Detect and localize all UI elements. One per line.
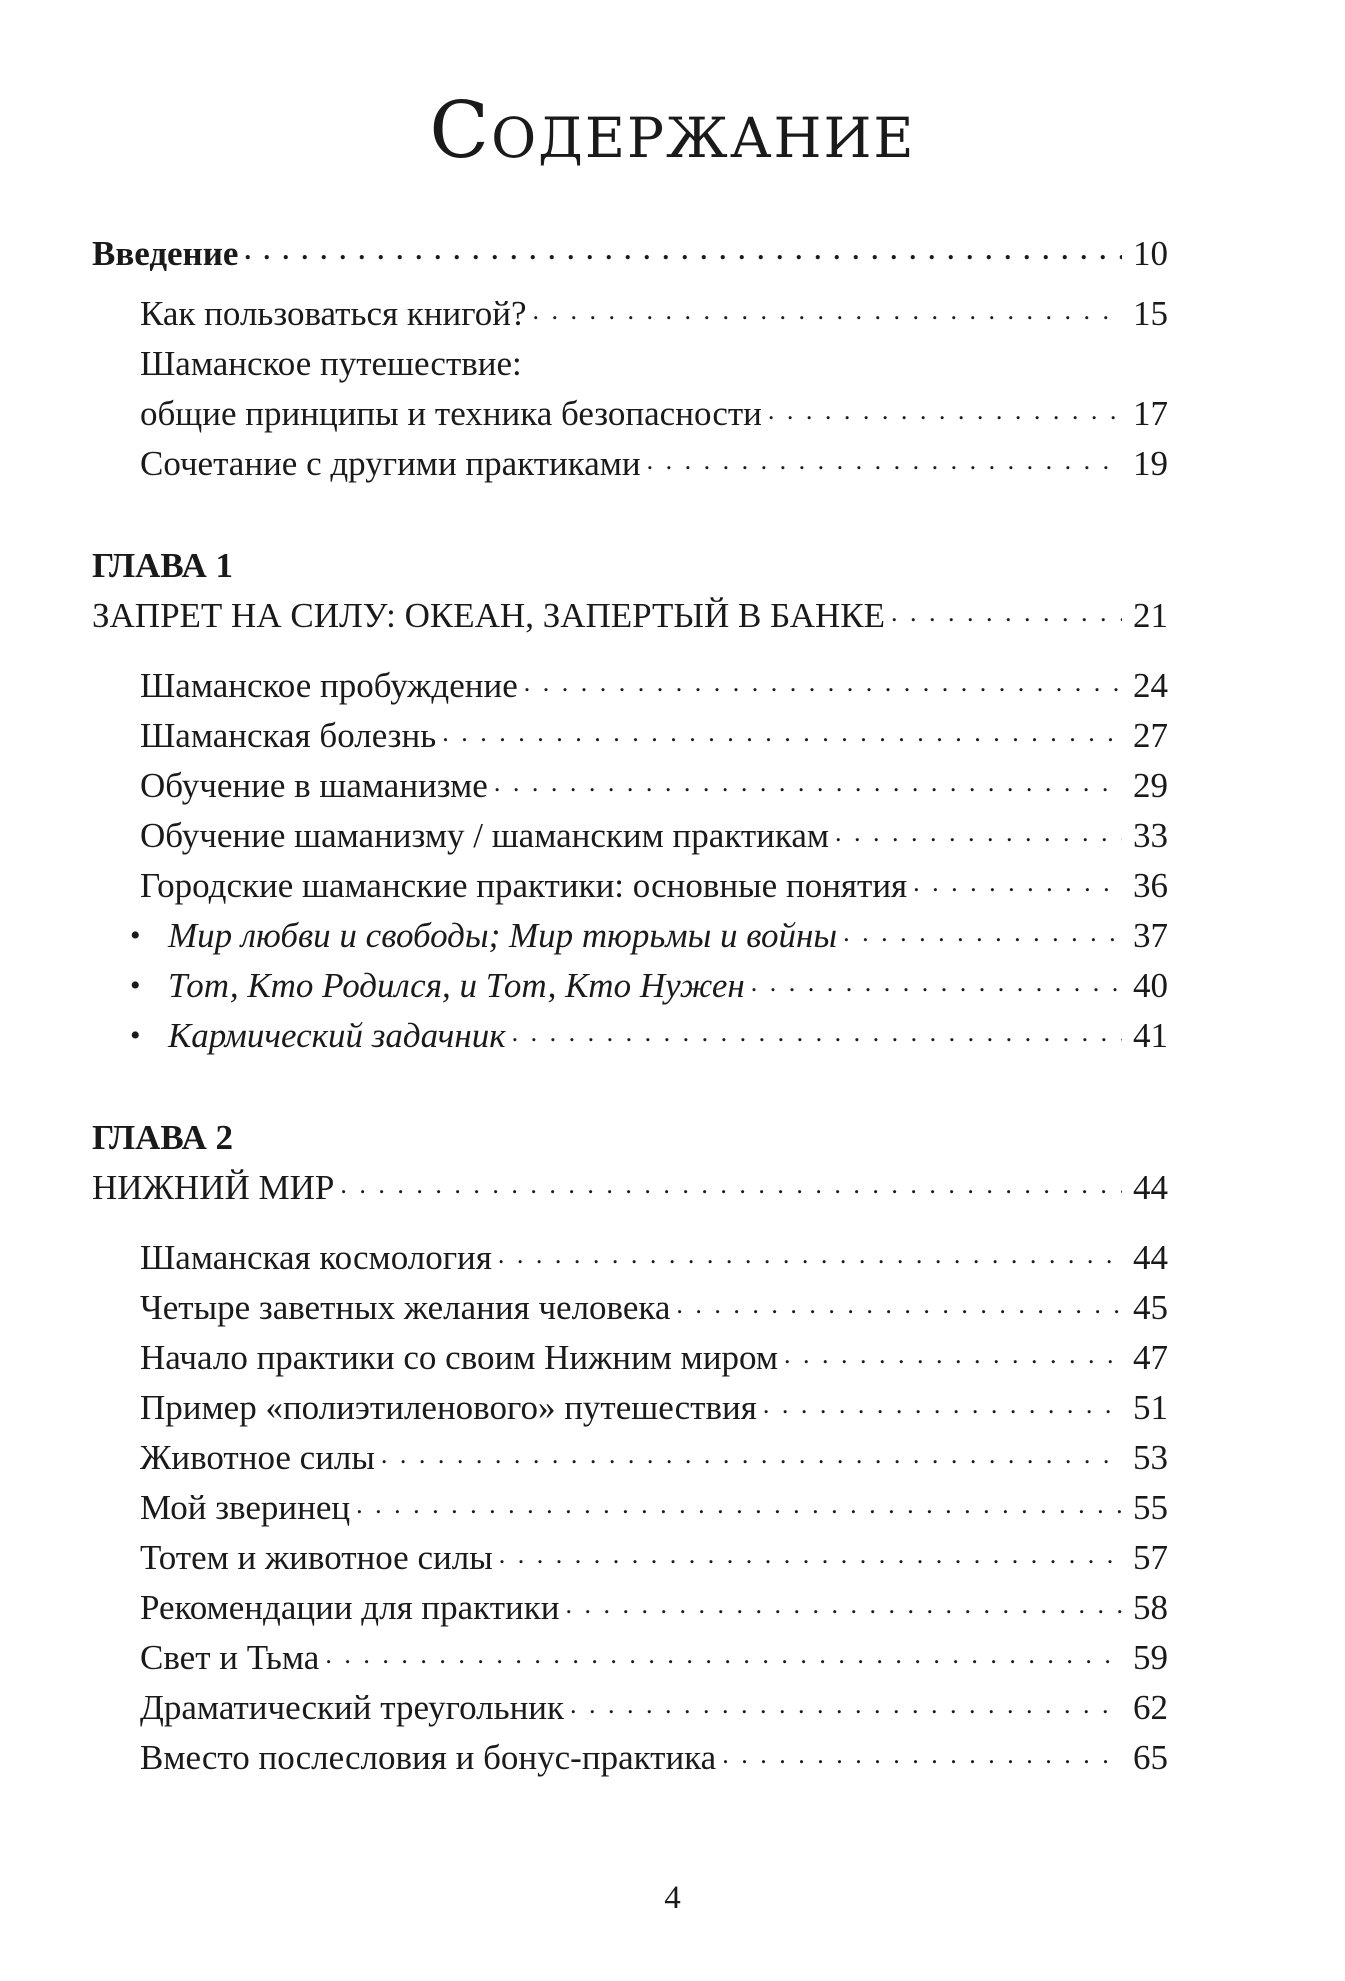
dot-leader	[533, 286, 1122, 333]
toc-entry-title: Обучение шаманизму / шаманским практикам	[140, 816, 830, 855]
toc-entry-page: 37	[1133, 916, 1168, 955]
toc-entry-title: общие принципы и техника безопасности	[140, 394, 762, 433]
toc-entry-title: Мой зверинец	[140, 1488, 351, 1527]
dot-leader	[835, 808, 1122, 855]
dot-leader	[512, 1008, 1122, 1055]
toc-entry-title: Шаманская космология	[140, 1238, 492, 1277]
dot-leader	[843, 908, 1122, 955]
toc-entry-page: 65	[1133, 1738, 1168, 1777]
page-title: Содержание	[429, 86, 916, 176]
dot-leader	[913, 858, 1122, 905]
toc-entry-title: Шаманская болезнь	[140, 716, 437, 755]
toc-entry-page: 47	[1133, 1338, 1168, 1377]
toc-entry[interactable]	[140, 864, 1168, 911]
toc-entry-title: Мир любви и свободы; Мир тюрьмы и войны	[168, 916, 838, 955]
toc-entry-page: 41	[1133, 1016, 1168, 1055]
bullet-icon: •	[130, 969, 141, 1002]
toc-entry[interactable]	[140, 1636, 1168, 1683]
dot-leader	[524, 658, 1122, 705]
toc-entry[interactable]	[140, 1686, 1168, 1733]
toc-entry-page: 44	[1133, 1168, 1168, 1207]
toc-entry-title: Введение	[92, 234, 239, 273]
toc-entry[interactable]	[140, 442, 1168, 489]
dot-leader	[784, 1330, 1122, 1377]
toc-entry[interactable]	[140, 392, 1168, 439]
toc-entry-page: 59	[1133, 1638, 1168, 1677]
dot-leader	[442, 708, 1122, 755]
toc-entry-chapter[interactable]	[92, 1166, 1168, 1213]
toc-entry-page: 17	[1133, 394, 1168, 433]
dot-leader	[891, 588, 1122, 635]
toc-entry[interactable]	[140, 1736, 1168, 1783]
dot-leader	[499, 1530, 1122, 1577]
dot-leader	[570, 1680, 1122, 1727]
toc-bullet-entry[interactable]	[130, 914, 1168, 961]
dot-leader	[722, 1730, 1122, 1777]
toc-entry-page: 36	[1133, 866, 1168, 905]
toc-entry[interactable]	[140, 1486, 1168, 1533]
toc-entry-title: Обучение в шаманизме	[140, 766, 488, 805]
toc-entry-title: Пример «полиэтиленового» путешествия	[140, 1388, 757, 1427]
toc-entry-page: 24	[1133, 666, 1168, 705]
toc-entry-title: Шаманское пробуждение	[140, 666, 518, 705]
toc-entry-intro[interactable]	[92, 232, 1168, 279]
toc-entry-page: 15	[1133, 294, 1168, 333]
page-number: 4	[664, 1880, 681, 1916]
bullet-icon: •	[130, 919, 141, 952]
toc-entry-page: 53	[1133, 1438, 1168, 1477]
toc-entry-title: Драматический треугольник	[140, 1688, 565, 1727]
dot-leader	[763, 1380, 1122, 1427]
toc-entry[interactable]	[140, 764, 1168, 811]
toc-entry-page: 21	[1133, 596, 1168, 635]
toc-entry-title: Тотем и животное силы	[140, 1538, 493, 1577]
toc-entry-title: Свет и Тьма	[140, 1638, 320, 1677]
toc-entry-title: Четыре заветных желания человека	[140, 1288, 671, 1327]
toc-entry[interactable]	[140, 1286, 1168, 1333]
toc-entry-title: Городские шаманские практики: основные понятия	[140, 866, 908, 905]
toc-entry-title-line1: Шаманское путешествие:	[140, 344, 522, 383]
dot-leader	[356, 1480, 1122, 1527]
toc-bullet-entry[interactable]	[130, 964, 1168, 1011]
toc-entry-title: Тот, Кто Родился, и Тот, Кто Нужен	[168, 966, 745, 1005]
toc-entry[interactable]	[140, 814, 1168, 861]
toc-entry-title: Как пользоваться книгой?	[140, 294, 527, 333]
bullet-icon: •	[130, 1019, 141, 1052]
toc-entry-title: Начало практики со своим Нижним миром	[140, 1338, 779, 1377]
dot-leader	[494, 758, 1122, 805]
dot-leader	[325, 1630, 1122, 1677]
toc-entry-chapter[interactable]	[92, 594, 1168, 641]
toc-entry[interactable]	[140, 664, 1168, 711]
toc-entry-page: 45	[1133, 1288, 1168, 1327]
toc-entry[interactable]	[140, 1536, 1168, 1583]
toc-entry[interactable]	[140, 292, 1168, 339]
toc-entry[interactable]	[140, 1586, 1168, 1633]
toc-entry-title: Вместо послесловия и бонус-практика	[140, 1738, 717, 1777]
toc-entry[interactable]	[140, 1336, 1168, 1383]
toc-entry-page: 33	[1133, 816, 1168, 855]
toc-entry-page: 44	[1133, 1238, 1168, 1277]
dot-leader	[768, 386, 1122, 433]
dot-leader	[381, 1430, 1122, 1477]
chapter-label: ГЛАВА 2	[92, 1118, 234, 1157]
toc-bullet-entry[interactable]	[130, 1014, 1168, 1061]
toc-entry-page: 19	[1133, 444, 1168, 483]
toc-entry[interactable]	[140, 1386, 1168, 1433]
toc-entry-page: 10	[1133, 234, 1168, 273]
chapter-label: ГЛАВА 1	[92, 546, 234, 585]
dot-leader	[498, 1230, 1122, 1277]
toc-entry-title: ЗАПРЕТ НА СИЛУ: ОКЕАН, ЗАПЕРТЫЙ В БАНКЕ	[92, 596, 885, 635]
toc-entry[interactable]	[140, 1436, 1168, 1483]
toc-entry-title: Сочетание с другими практиками	[140, 444, 641, 483]
toc-entry-page: 40	[1133, 966, 1168, 1005]
toc-entry-page: 27	[1133, 716, 1168, 755]
dot-leader	[676, 1280, 1122, 1327]
dot-leader	[340, 1160, 1122, 1207]
toc-entry-page: 57	[1133, 1538, 1168, 1577]
toc-entry-title: Кармический задачник	[168, 1016, 506, 1055]
toc-entry[interactable]	[140, 714, 1168, 761]
toc-entry-title: Рекомендации для практики	[140, 1588, 560, 1627]
dot-leader	[566, 1580, 1123, 1627]
toc-entry-page: 55	[1133, 1488, 1168, 1527]
dot-leader	[647, 436, 1122, 483]
dot-leader	[244, 226, 1122, 273]
toc-entry-title: НИЖНИЙ МИР	[92, 1168, 335, 1207]
toc-entry-title: Животное силы	[140, 1438, 375, 1477]
toc-entry-page: 51	[1133, 1388, 1168, 1427]
toc-entry-page: 62	[1133, 1688, 1168, 1727]
toc-entry-page: 58	[1133, 1588, 1168, 1627]
dot-leader	[751, 958, 1122, 1005]
toc-entry-page: 29	[1133, 766, 1168, 805]
toc-entry[interactable]	[140, 1236, 1168, 1283]
